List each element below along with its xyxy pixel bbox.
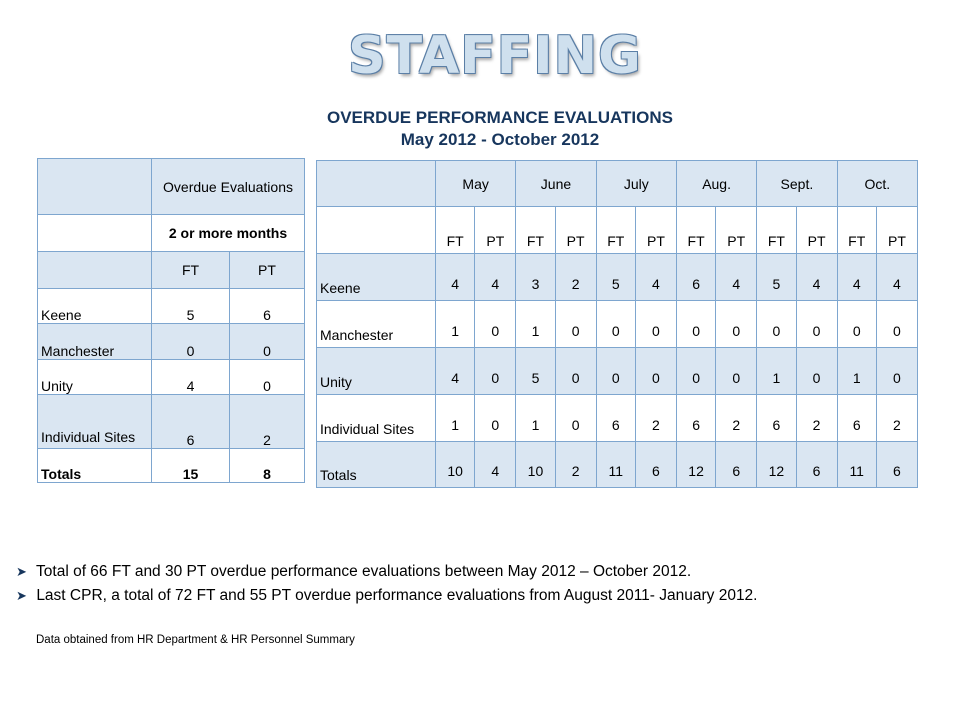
table-row	[38, 360, 305, 395]
slide-subtitle: OVERDUE PERFORMANCE EVALUATIONS	[326, 108, 673, 127]
value-cell: 2	[635, 395, 676, 442]
value-cell: 2	[796, 395, 837, 442]
bullet-list	[16, 560, 758, 608]
pt-cell: 6	[230, 289, 305, 324]
value-cell: 2	[555, 254, 596, 301]
value-cell: 6	[676, 254, 715, 301]
value-cell: 6	[635, 442, 676, 488]
sub-header-cell: PT	[635, 207, 676, 254]
value-cell: 0	[757, 301, 796, 348]
value-cell: 12	[676, 442, 715, 488]
table-row	[38, 289, 305, 324]
slide-title: STAFFING	[348, 26, 642, 86]
value-cell: 1	[837, 348, 876, 395]
list-item	[16, 560, 758, 584]
row-label: Manchester	[38, 324, 152, 360]
empty-cell	[38, 215, 152, 252]
table-row	[38, 252, 305, 289]
table-row	[38, 449, 305, 483]
row-label: Individual Sites	[38, 395, 152, 449]
value-cell: 4	[475, 254, 516, 301]
sub-header-cell: FT	[676, 207, 715, 254]
table-row	[38, 324, 305, 360]
value-cell: 0	[837, 301, 876, 348]
month-header: June	[516, 161, 596, 207]
table-row	[317, 161, 918, 207]
value-cell: 5	[516, 348, 555, 395]
table-row	[317, 207, 918, 254]
pt-cell: 2	[230, 395, 305, 449]
value-cell: 0	[596, 348, 635, 395]
value-cell: 4	[436, 348, 475, 395]
row-label: Manchester	[317, 301, 436, 348]
value-cell: 0	[635, 348, 676, 395]
row-label: Totals	[38, 449, 152, 483]
value-cell: 4	[475, 442, 516, 488]
sub-header-cell: PT	[716, 207, 757, 254]
ft-cell: 6	[152, 395, 230, 449]
month-header: Aug.	[676, 161, 756, 207]
value-cell: 0	[796, 348, 837, 395]
empty-cell	[317, 207, 436, 254]
value-cell: 4	[837, 254, 876, 301]
value-cell: 0	[555, 348, 596, 395]
bullet-text: Total of 66 FT and 30 PT overdue performance evaluations between May 2012 – October 2012.	[36, 563, 692, 580]
row-label: Individual Sites	[317, 395, 436, 442]
ft-cell: 15	[152, 449, 230, 483]
value-cell: 2	[716, 395, 757, 442]
month-header: July	[596, 161, 676, 207]
value-cell: 4	[796, 254, 837, 301]
pt-cell: 0	[230, 324, 305, 360]
column-header-pt: PT	[230, 252, 305, 289]
sub-header-cell: FT	[516, 207, 555, 254]
sub-header-cell: PT	[876, 207, 917, 254]
ft-cell: 4	[152, 360, 230, 395]
value-cell: 1	[516, 395, 555, 442]
sub-header-cell: FT	[596, 207, 635, 254]
value-cell: 0	[876, 301, 917, 348]
row-label: Unity	[317, 348, 436, 395]
row-label: Keene	[38, 289, 152, 324]
table-row	[38, 215, 305, 252]
value-cell: 0	[716, 301, 757, 348]
value-cell: 0	[796, 301, 837, 348]
value-cell: 4	[716, 254, 757, 301]
list-item	[16, 584, 758, 608]
ft-cell: 5	[152, 289, 230, 324]
column-header-ft: FT	[152, 252, 230, 289]
sub-header-cell: PT	[555, 207, 596, 254]
pt-cell: 0	[230, 360, 305, 395]
value-cell: 0	[716, 348, 757, 395]
month-header: Oct.	[837, 161, 917, 207]
ft-cell: 0	[152, 324, 230, 360]
sub-header-cell: PT	[475, 207, 516, 254]
sub-header-cell: FT	[436, 207, 475, 254]
sub-header-cell: PT	[796, 207, 837, 254]
value-cell: 0	[555, 395, 596, 442]
table-row	[317, 348, 918, 395]
value-cell: 6	[676, 395, 715, 442]
value-cell: 10	[516, 442, 555, 488]
value-cell: 4	[635, 254, 676, 301]
arrow-bullet-icon: ➤	[16, 588, 27, 603]
value-cell: 4	[876, 254, 917, 301]
header-two-or-more-months: 2 or more months	[152, 215, 305, 252]
value-cell: 1	[757, 348, 796, 395]
bullet-text: Last CPR, a total of 72 FT and 55 PT overdue performance evaluations from August 2011- January 2012.	[36, 587, 758, 604]
value-cell: 0	[475, 348, 516, 395]
value-cell: 0	[676, 348, 715, 395]
month-header: Sept.	[757, 161, 837, 207]
table-row	[317, 254, 918, 301]
value-cell: 0	[475, 395, 516, 442]
table-row	[317, 301, 918, 348]
pt-cell: 8	[230, 449, 305, 483]
value-cell: 0	[676, 301, 715, 348]
value-cell: 6	[837, 395, 876, 442]
value-cell: 11	[596, 442, 635, 488]
value-cell: 6	[716, 442, 757, 488]
source-note: Data obtained from HR Department & HR Personnel Summary	[36, 634, 355, 646]
value-cell: 6	[596, 395, 635, 442]
value-cell: 12	[757, 442, 796, 488]
table-row	[317, 442, 918, 488]
value-cell: 0	[876, 348, 917, 395]
empty-cell	[38, 159, 152, 215]
value-cell: 3	[516, 254, 555, 301]
overdue-summary-table	[37, 158, 305, 483]
row-label: Unity	[38, 360, 152, 395]
value-cell: 0	[475, 301, 516, 348]
row-label: Totals	[317, 442, 436, 488]
sub-header-cell: FT	[757, 207, 796, 254]
value-cell: 0	[596, 301, 635, 348]
month-header: May	[436, 161, 516, 207]
header-overdue-evaluations: Overdue Evaluations	[152, 159, 305, 215]
arrow-bullet-icon: ➤	[16, 564, 27, 579]
row-label: Keene	[317, 254, 436, 301]
value-cell: 5	[757, 254, 796, 301]
value-cell: 1	[516, 301, 555, 348]
sub-header-cell: FT	[837, 207, 876, 254]
value-cell: 6	[876, 442, 917, 488]
value-cell: 5	[596, 254, 635, 301]
table-row	[38, 159, 305, 215]
empty-cell	[317, 161, 436, 207]
value-cell: 4	[436, 254, 475, 301]
slide-date-range: May 2012 - October 2012	[400, 130, 600, 149]
value-cell: 2	[555, 442, 596, 488]
value-cell: 2	[876, 395, 917, 442]
table-row	[38, 395, 305, 449]
value-cell: 11	[837, 442, 876, 488]
value-cell: 0	[635, 301, 676, 348]
value-cell: 6	[757, 395, 796, 442]
value-cell: 6	[796, 442, 837, 488]
value-cell: 0	[555, 301, 596, 348]
value-cell: 1	[436, 301, 475, 348]
value-cell: 10	[436, 442, 475, 488]
value-cell: 1	[436, 395, 475, 442]
table-row	[317, 395, 918, 442]
empty-cell	[38, 252, 152, 289]
monthly-overdue-table	[316, 160, 918, 488]
